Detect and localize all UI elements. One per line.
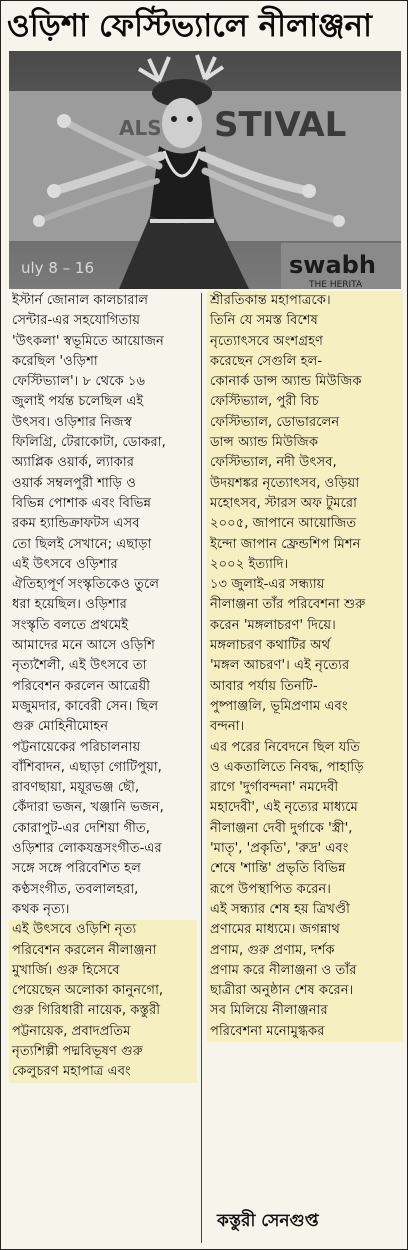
article-line: এই উৎসবে ওড়িশি নৃত্য <box>9 920 197 940</box>
article-line: 'মঙ্গল আচরণ'। এই নৃত্যের <box>207 656 403 676</box>
article-line: নৃত্যোৎসবে অংশগ্রহণ <box>207 332 403 352</box>
article-line: সেন্টার-এর সহযোগিতায় <box>12 313 141 329</box>
article-line: ডান্স অ্যান্ড মিউজিক <box>207 433 403 453</box>
article-line: পট্টনায়েকের পরিচালনায় <box>12 739 141 755</box>
article-column-left <box>9 291 197 1083</box>
article-line: গুরু মোহিনীমোহন <box>12 719 109 735</box>
article-line: 'উৎকলা' স্বভূমিতে আয়োজন <box>12 333 164 349</box>
article-line: রূপে উপস্থাপিত করেন। <box>207 880 403 900</box>
article-line: ফিলিগ্রি, টেরাকোটা, ডোকরা, <box>12 435 166 451</box>
byline: কস্তুরী সেনগুপ্ত <box>217 1211 319 1231</box>
article-line: পুষ্পাঞ্জলি, ভূমিপ্রণাম এবং <box>207 697 403 717</box>
article-line: সংস্কৃতি বলতে প্রথমেই <box>12 617 129 633</box>
article-line: পরিবেশন করলেন নীলাঞ্জনা <box>9 941 197 961</box>
article-line: জুলাই পর্যন্ত চলেছিল এই <box>12 394 144 410</box>
article-line: ২০০৫, জাপানে আয়োজিত <box>207 514 403 534</box>
article-line: নীলাঞ্জনা তাঁর পরিবেশনা শুরু <box>207 595 403 615</box>
article-line: তো ছিলই সেখানে; এছাড়া <box>12 536 152 552</box>
article-line: বিভিন্ন পোশাক এবং বিভিন্ন <box>12 495 152 511</box>
article-line: কেঁদারা ভজন, খঞ্জানি ভজন, <box>12 800 164 816</box>
dancer-photo-illustration <box>9 51 401 289</box>
date-text: uly 8 – 16 <box>21 259 94 277</box>
article-line: উৎসব। ওড়িশার নিজস্ব <box>12 414 132 430</box>
brand-text: swabh <box>289 251 376 279</box>
article-line: রাগে 'দুর্গাবন্দনা' নমদেবী <box>207 778 403 798</box>
article-line: বন্দনা। <box>207 717 403 737</box>
article-column-right <box>207 291 403 1042</box>
article-line: প্রণাম করে নীলাঞ্জনা ও তাঁর <box>207 961 403 981</box>
article-line: কথক নৃত্য। <box>12 901 70 917</box>
article-line: গুরু গিরিধারী নায়েক, কস্তুরী <box>9 1001 197 1021</box>
brand-sub-text: THE HERITA <box>309 280 363 289</box>
column-divider <box>201 293 202 1243</box>
article-line: পরিবেশনা মনোমুগ্ধকর <box>207 1022 403 1042</box>
article-line: রাবণছায়া, ময়ূরভঞ্জ ছৌ, <box>12 780 140 796</box>
article-line: ইস্টার্ন জোনাল কালচারাল <box>12 293 149 308</box>
article-line: ফেস্টিভ্যাল, নদী উৎসব, <box>207 453 403 473</box>
article-line: প্রণাম, গুরু প্রণাম, দর্শক <box>207 941 403 961</box>
headline: ওড়িশা ফেস্টিভ্যালে নীলাঞ্জনা <box>7 8 373 44</box>
article-line: কোরাপুট-এর দেশিয়া গীত, <box>12 820 150 836</box>
article-line: ফেস্টিভ্যাল, ডোভারলেন <box>207 413 403 433</box>
article-line: তিনি যে সমস্ত বিশেষ <box>207 311 403 331</box>
article-line: এই উৎসবে ওড়িশার <box>12 556 118 572</box>
article-line: প্রণামের মাধ্যমে। জগন্নাথ <box>207 920 403 940</box>
article-line: শেষে 'শান্তি' প্রভৃতি বিভিন্ন <box>207 859 403 879</box>
banner-text: STIVAL <box>214 105 347 145</box>
article-line: রকম হ্যান্ডিক্রাফটস এসব <box>12 516 140 532</box>
article-line: ওয়ার্ক সম্বলপুরী শাড়ি ও <box>12 475 136 491</box>
article-line: ইন্দো জাপান ফ্রেন্ডশিপ মিশন <box>207 535 403 555</box>
article-line: এর পরের নিবেদনে ছিল যতি <box>207 738 403 758</box>
article-line: ধরা হয়েছিল। ওড়িশার <box>12 597 127 613</box>
article-line: নৃত্যশিল্পী পদ্মবিভূষণ গুরু <box>9 1042 197 1062</box>
article-line: অ্যাপ্লিক ওয়ার্ক, ল্যাকার <box>12 455 134 471</box>
article-line: করেছিল 'ওড়িশা <box>12 353 98 369</box>
article-line: বাঁশিবাদন, এছাড়া গোটিপুয়া, <box>12 759 162 775</box>
article-line: নৃত্যশৈলী, এই উৎসবে তা <box>12 658 147 674</box>
article-line: পেয়েছেন অলোকা কানুনগো, <box>9 981 197 1001</box>
article-line: সব মিলিয়ে নীলাঞ্জনার <box>207 1001 403 1021</box>
banner-text-left: ALS <box>119 116 162 140</box>
article-line: ওড়িশার লোকযন্ত্রসংগীত-এর <box>12 841 162 857</box>
article-line: করেছেন সেগুলি হল- <box>207 352 403 372</box>
article-line: কেলুচরণ মহাপাত্র এবং <box>9 1062 197 1082</box>
article-line: পরিবেশন করলেন আত্রেয়ী <box>12 678 151 694</box>
article-line: পট্টনায়েক, প্রবাদপ্রতিম <box>9 1022 197 1042</box>
article-line: আমাদের মনে আসে ওড়িশি <box>12 638 155 654</box>
article-line: মহাদেবী', এই নৃত্যের মাধ্যমে <box>207 798 403 818</box>
article-line: সঙ্গে সঙ্গে পরিবেশিত হল <box>12 861 141 877</box>
article-line: ঐতিহ্যপূর্ণ সংস্কৃতিকেও তুলে <box>12 577 160 593</box>
article-line: মুখার্জি। গুরু হিসেবে <box>9 961 197 981</box>
article-line: কণ্ঠসংগীত, তবলালহরা, <box>12 881 139 897</box>
article-line: মজুমদার, কাবেরী সেন। ছিল <box>12 698 159 714</box>
article-line: ফেস্টিভ্যাল'। ৮ থেকে ১৬ <box>12 374 146 390</box>
article-line: মঙ্গলাচরণ কথাটির অর্থ <box>207 636 403 656</box>
article-line: শ্রীরতিকান্ত মহাপাত্রকে। <box>207 291 403 311</box>
article-line: আবার পর্যায় তিনটি- <box>207 677 403 697</box>
article-line: কোনার্ক ডান্স অ্যান্ড মিউজিক <box>207 372 403 392</box>
article-line: ও একতালিতে নিবদ্ধ, পাহাড়ি <box>207 758 403 778</box>
article-line: নীলাঞ্জনা দেবী দুর্গাকে 'স্ত্রী', <box>207 819 403 839</box>
article-line: ১৩ জুলাই-এর সন্ধ্যায় <box>207 575 403 595</box>
article-line: মহোৎসব, স্টারস অফ টুমরো <box>207 494 403 514</box>
article-line: উদয়শঙ্কর নৃত্যোৎসব, ওড়িয়া <box>207 474 403 494</box>
article-line: ফেস্টিভ্যাল, পুরী বিচ <box>207 392 403 412</box>
article-line: ২০০২ ইত্যাদি। <box>207 555 403 575</box>
article-line: এই সন্ধ্যার শেষ হয় ত্রিখণ্ডী <box>207 900 403 920</box>
article-line: করেন 'মঙ্গলাচরণ' দিয়ে। <box>207 616 403 636</box>
dancer-photo <box>9 51 401 289</box>
article-line: 'মাতৃ', 'প্রকৃতি', 'রুদ্র' এবং <box>207 839 403 859</box>
article-line: ছাত্রীরা অনুষ্ঠান শেষ করেন। <box>207 981 403 1001</box>
